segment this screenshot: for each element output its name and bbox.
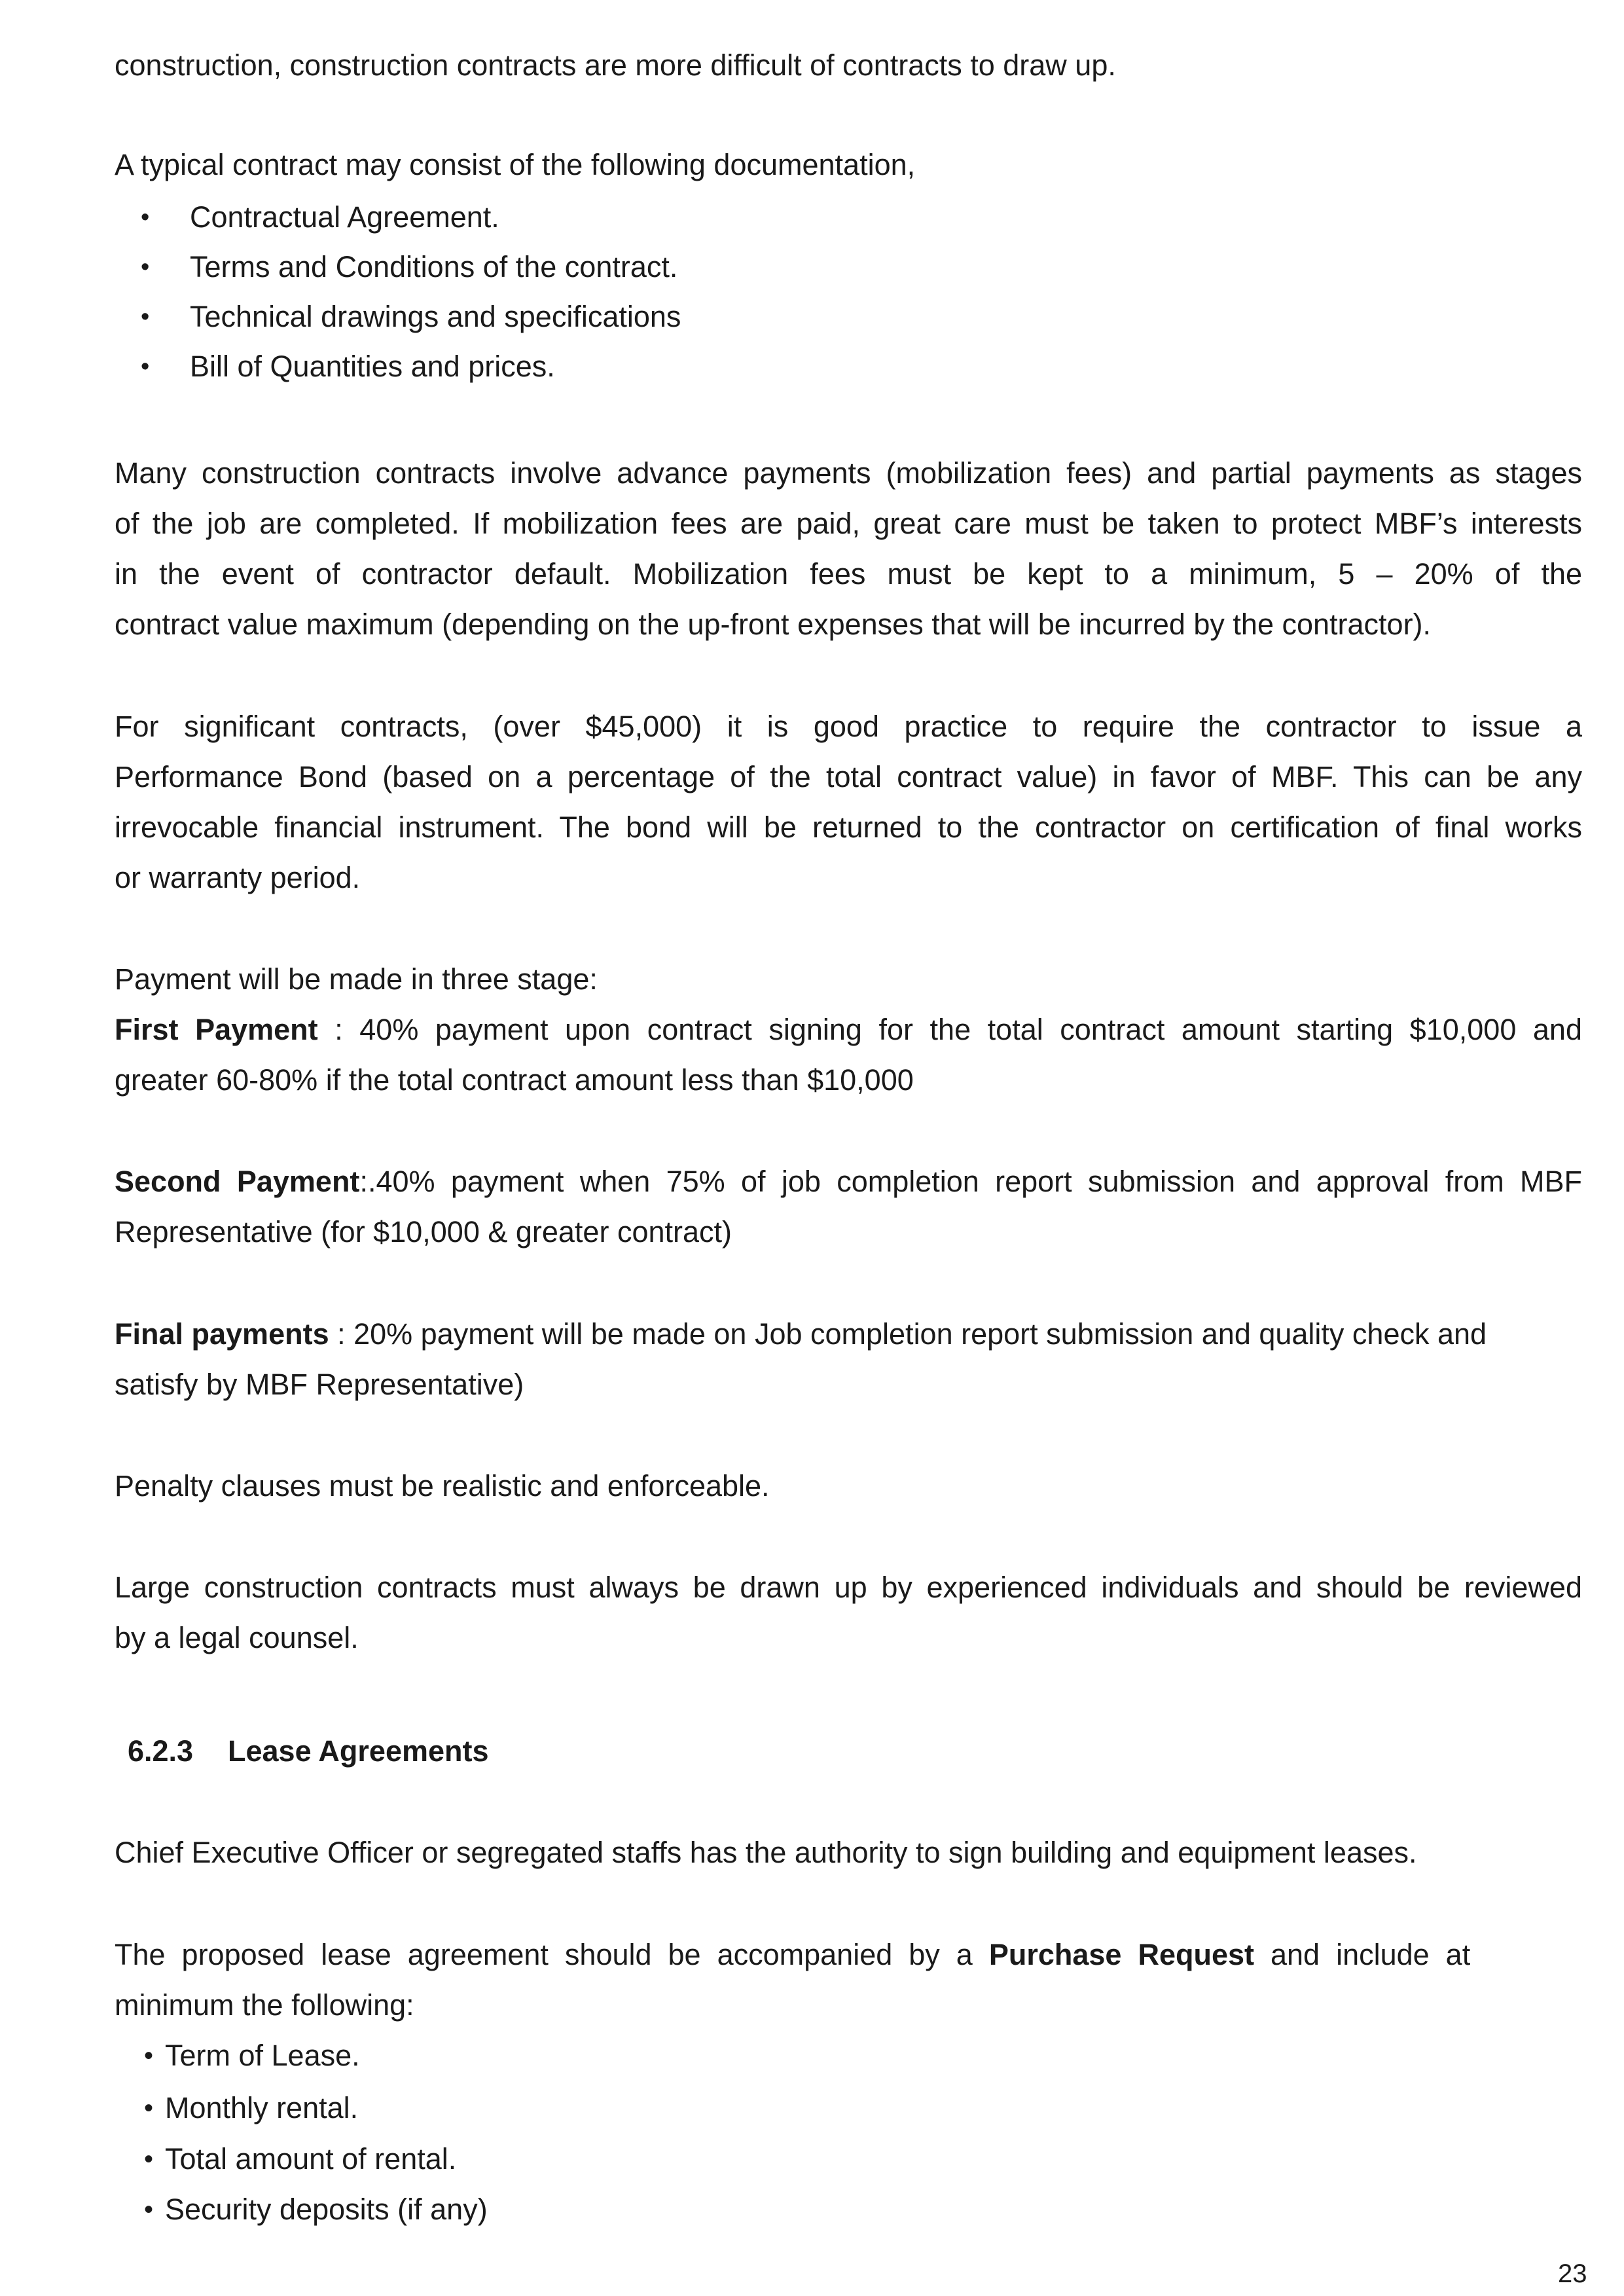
bullet-icon: • bbox=[144, 2094, 154, 2123]
paragraph-line: Large construction contracts must always be drawn up by experienced individuals and should be reviewed bbox=[115, 1571, 1582, 1604]
paragraph-line: Many construction contracts involve advance payments (mobilization fees) and partial payments as stages bbox=[115, 456, 1582, 490]
paragraph-line: Representative (for $10,000 & greater contract) bbox=[115, 1215, 732, 1248]
section-heading bbox=[128, 1732, 489, 1771]
paragraph-line: greater 60-80% if the total contract amount less than $10,000 bbox=[115, 1063, 914, 1097]
first-payment-label: First Payment bbox=[115, 1013, 318, 1046]
bullet-icon: • bbox=[144, 2195, 154, 2224]
paragraph-line: irrevocable financial instrument. The bond will be returned to the contractor on certification of final works bbox=[115, 811, 1582, 844]
penalty-paragraph: Penalty clauses must be realistic and enforceable. bbox=[115, 1469, 770, 1503]
paragraph-line: of the job are completed. If mobilization fees are paid, great care must be taken to protect MBF’s interests bbox=[115, 507, 1582, 540]
section-number: 6.2.3 bbox=[128, 1734, 194, 1768]
second-payment-label: Second Payment bbox=[115, 1165, 360, 1198]
paragraph-line: contract value maximum (depending on the up-front expenses that will be incurred by the contractor). bbox=[115, 608, 1432, 641]
list-item: Total amount of rental. bbox=[165, 2142, 457, 2176]
proposal-text-end: and include at bbox=[1254, 1938, 1471, 1971]
paragraph-line: Performance Bond (based on a percentage of the total contract value) in favor of MBF. This can be any bbox=[115, 760, 1582, 793]
final-payment-label: Final payments bbox=[115, 1317, 329, 1351]
section-title: Lease Agreements bbox=[228, 1734, 489, 1768]
proposal-text: The proposed lease agreement should be accompanied by a bbox=[115, 1938, 989, 1971]
first-payment-text: : 40% payment upon contract signing for the total contract amount starting $10,000 and bbox=[317, 1013, 1582, 1046]
list-item: Technical drawings and specifications bbox=[190, 300, 681, 333]
list-item: Term of Lease. bbox=[165, 2039, 360, 2072]
list-item: Monthly rental. bbox=[165, 2091, 359, 2124]
bullet-icon: • bbox=[144, 2145, 154, 2174]
paragraph-line: or warranty period. bbox=[115, 861, 361, 894]
lease-authority-paragraph: Chief Executive Officer or segregated staffs has the authority to sign building and equipment leases. bbox=[115, 1836, 1417, 1869]
bullet-icon: • bbox=[141, 204, 150, 231]
paragraph-line bbox=[115, 1162, 1582, 1201]
final-payment-text: : 20% payment will be made on Job completion report submission and quality check and bbox=[329, 1317, 1487, 1351]
second-payment-text: :.40% payment when 75% of job completion report submission and approval from MBF bbox=[359, 1165, 1582, 1198]
paragraph-line: minimum the following: bbox=[115, 1988, 414, 2022]
bullet-icon: • bbox=[144, 2041, 154, 2070]
typical-contract-lead: A typical contract may consist of the following documentation, bbox=[115, 148, 916, 181]
paragraph-line bbox=[115, 1315, 1487, 1354]
page-number: 23 bbox=[1558, 2259, 1587, 2288]
payment-lead: Payment will be made in three stage: bbox=[115, 962, 598, 996]
paragraph-line bbox=[115, 1010, 1582, 1049]
list-item: Contractual Agreement. bbox=[190, 200, 499, 234]
paragraph-line: satisfy by MBF Representative) bbox=[115, 1368, 524, 1401]
paragraph-line: For significant contracts, (over $45,000) it is good practice to require the contractor to issue a bbox=[115, 710, 1582, 743]
paragraph-line bbox=[115, 1935, 1470, 1975]
bullet-icon: • bbox=[141, 353, 150, 380]
paragraph-line: by a legal counsel. bbox=[115, 1621, 359, 1654]
list-item: Terms and Conditions of the contract. bbox=[190, 250, 678, 283]
list-item: Security deposits (if any) bbox=[165, 2193, 488, 2226]
purchase-request-term: Purchase Request bbox=[988, 1938, 1254, 1971]
intro-line: construction, construction contracts are more difficult of contracts to draw up. bbox=[115, 48, 1116, 82]
bullet-icon: • bbox=[141, 303, 150, 331]
list-item: Bill of Quantities and prices. bbox=[190, 350, 555, 383]
bullet-icon: • bbox=[141, 253, 150, 281]
paragraph-line: in the event of contractor default. Mobilization fees must be kept to a minimum, 5 – 20% of the bbox=[115, 557, 1582, 591]
